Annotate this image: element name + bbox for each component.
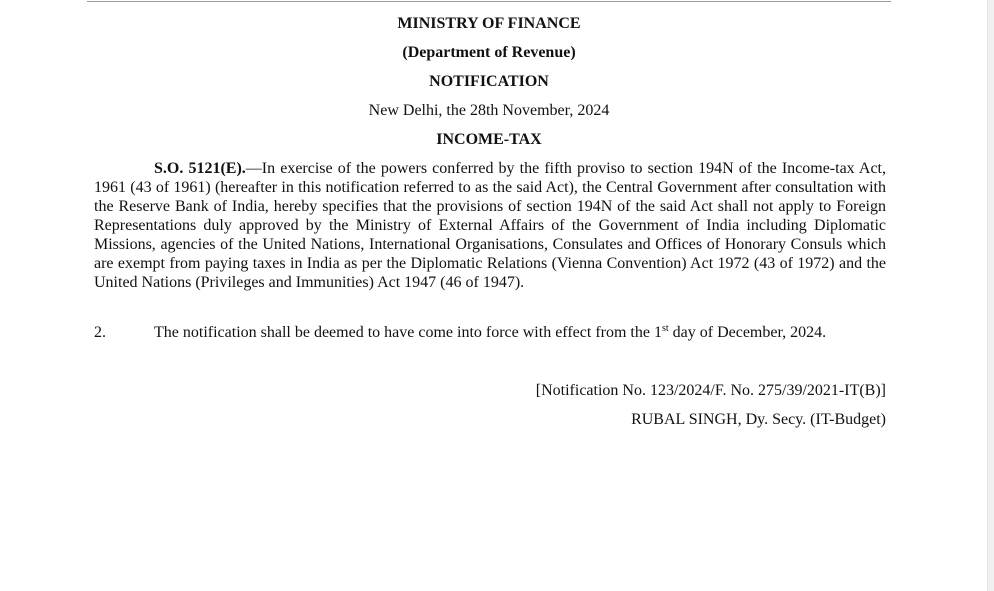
notification-reference: [Notification No. 123/2024/F. No. 275/39/2021-IT(B)]: [535, 382, 886, 399]
paragraph-1-text: —In exercise of the powers conferred by the fifth proviso to section 194N of the Income-tax Act, 1961 (43 of 1961) (hereafter in this notification referred to as the said Act), the Central Government after consultation with the Reserve Bank of India, hereby specifies that the provisions of section 194N of the said Act shall not apply to Foreign Representations duly approved by the Ministry of External Affairs of the Government of India including Diplomatic Missions, agencies of the United Nations, International Organisations, Consulates and Offices of Honorary Consuls which are exempt from paying taxes in India as per the Diplomatic Relations (Vienna Convention) Act 1972 (43 of 1972) and the United Nations (Privileges and Immunities) Act 1947 (46 of 1947).: [94, 160, 886, 291]
paragraph-2: [94, 323, 886, 342]
date-line: New Delhi, the 28th November, 2024: [368, 102, 610, 119]
notification-heading: NOTIFICATION: [429, 73, 549, 90]
paragraph-2-text: The notification shall be deemed to have come into force with effect from the 1: [154, 324, 662, 341]
paragraph-1: [94, 159, 886, 292]
page-edge: [987, 0, 994, 591]
ordinal-superscript: st: [661, 323, 669, 334]
signatory: RUBAL SINGH, Dy. Secy. (IT-Budget): [631, 411, 886, 428]
paragraph-2-number: 2.: [94, 324, 106, 341]
top-rule: [87, 1, 891, 2]
ministry-heading: MINISTRY OF FINANCE: [397, 15, 581, 32]
so-number: S.O. 5121(E).: [154, 160, 246, 177]
paragraph-2-text-end: day of December, 2024.: [668, 324, 827, 341]
subject-heading: INCOME-TAX: [436, 131, 542, 148]
department-heading: (Department of Revenue): [402, 44, 576, 61]
